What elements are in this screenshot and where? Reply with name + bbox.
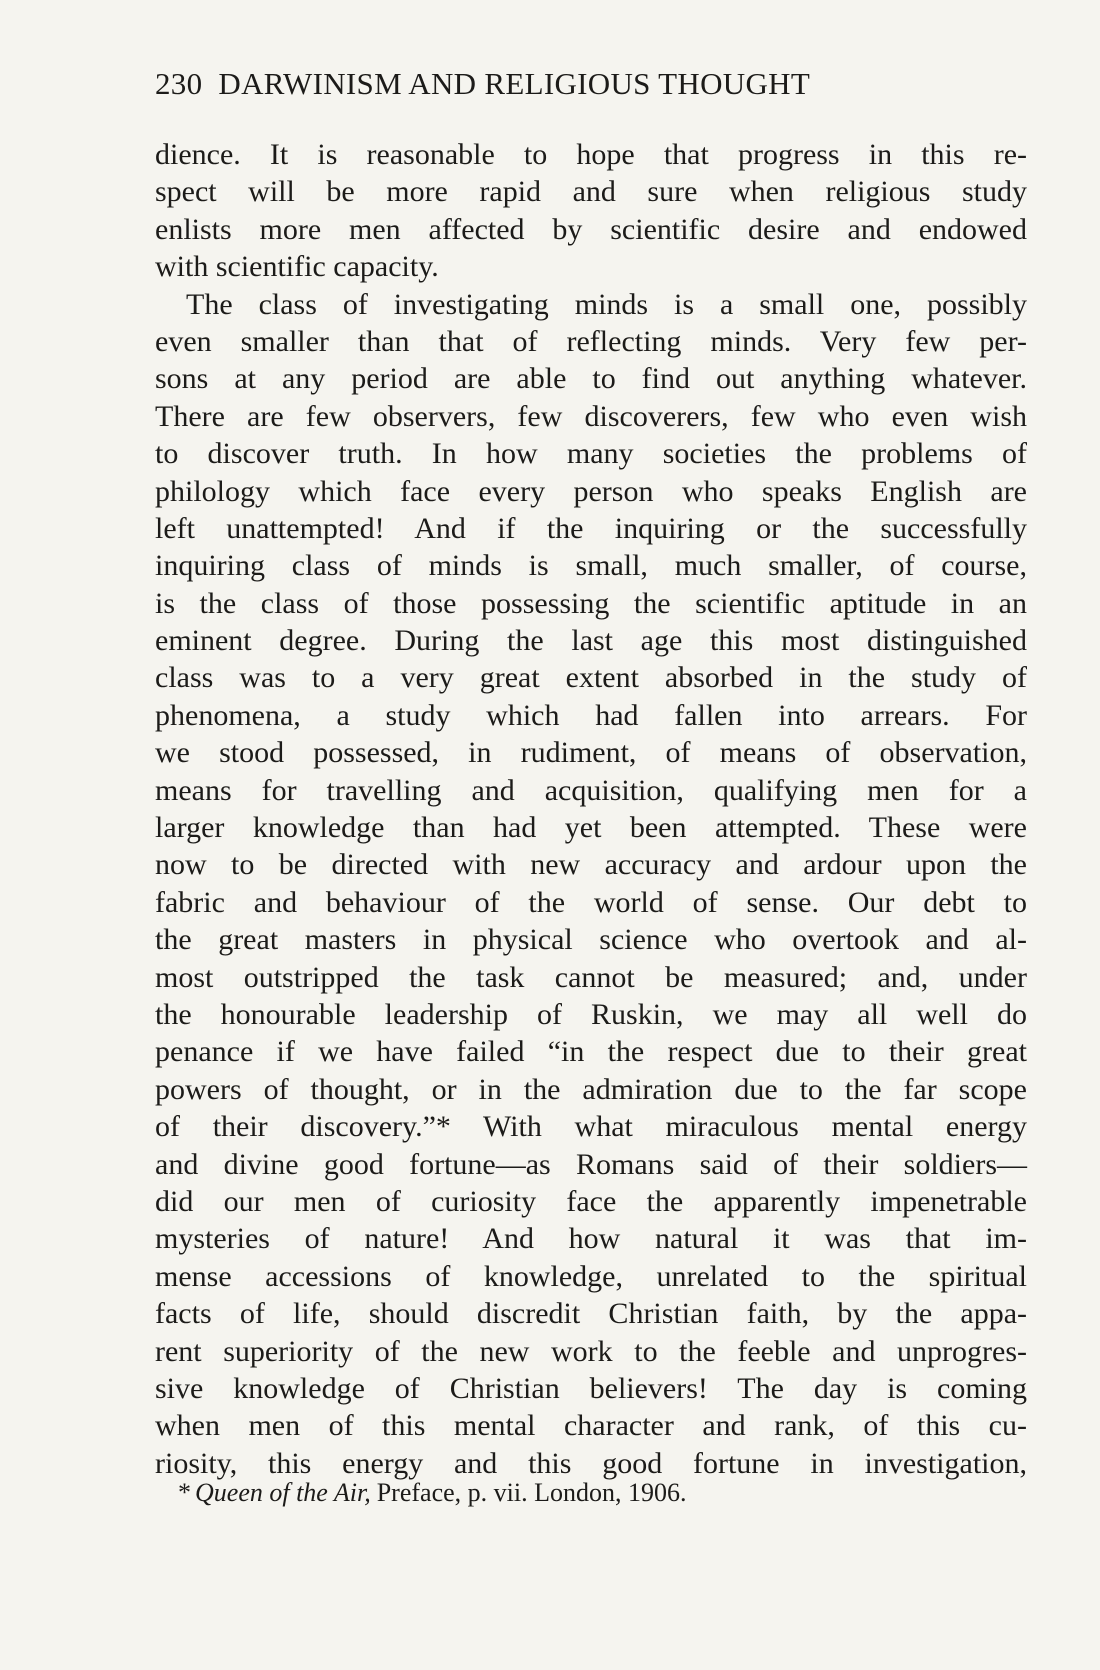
text-line: There are few observers, few discoverers, few who even wish — [155, 399, 1027, 433]
text-line: mysteries of nature! And how natural it was that im- — [155, 1222, 1027, 1256]
text-line: did our men of curiosity face the apparently impenetrable — [155, 1184, 1027, 1218]
text-line: philology which face every person who speaks English are — [155, 474, 1027, 508]
text-line: mense accessions of knowledge, unrelated to the spiritual — [155, 1259, 1027, 1293]
text-line: riosity, this energy and this good fortune in investigation, — [155, 1446, 1027, 1480]
text-line: eminent degree. During the last age this most distinguished — [155, 624, 1027, 658]
text-line: to discover truth. In how many societies the problems of — [155, 437, 1027, 471]
text-line: powers of thought, or in the admiration due to the far scope — [155, 1072, 1027, 1106]
text-line: now to be directed with new accuracy and ardour upon the — [155, 848, 1027, 882]
text-line: inquiring class of minds is small, much smaller, of course, — [155, 549, 1027, 583]
text-line: left unattempted! And if the inquiring or the successfully — [155, 511, 1027, 545]
text-line: The class of investigating minds is a small one, possibly — [186, 287, 1027, 321]
footnote — [178, 1478, 686, 1508]
text-line: fabric and behaviour of the world of sense. Our debt to — [155, 885, 1027, 919]
text-line: is the class of those possessing the scientific aptitude in an — [155, 586, 1027, 620]
text-line: rent superiority of the new work to the feeble and unprogres- — [155, 1334, 1027, 1368]
running-title: DARWINISM AND RELIGIOUS THOUGHT — [218, 66, 811, 101]
text-line: of their discovery.”* With what miraculous mental energy — [155, 1110, 1027, 1144]
text-line: means for travelling and acquisition, qualifying men for a — [155, 773, 1027, 807]
text-line: we stood possessed, in rudiment, of means of observation, — [155, 736, 1027, 770]
text-line: the great masters in physical science who overtook and al- — [155, 923, 1027, 957]
text-line: spect will be more rapid and sure when religious study — [155, 175, 1027, 209]
text-line: dience. It is reasonable to hope that progress in this re- — [155, 138, 1027, 171]
text-line: even smaller than that of reflecting minds. Very few per- — [155, 324, 1027, 358]
footnote-citation: Preface, p. vii. London, 1906. — [376, 1478, 687, 1507]
text-line: larger knowledge than had yet been attempted. These were — [155, 811, 1027, 845]
text-line: enlists more men affected by scientific desire and endowed — [155, 212, 1027, 246]
page-number: 230 — [155, 66, 203, 101]
text-line: when men of this mental character and rank, of this cu- — [155, 1409, 1027, 1443]
running-head — [155, 66, 1015, 102]
footnote-work-title: Queen of the Air, — [195, 1478, 371, 1507]
text-line: sons at any period are able to find out anything whatever. — [155, 362, 1027, 396]
body-text — [155, 136, 1027, 1482]
text-line: with scientific capacity. — [155, 250, 439, 284]
text-line: sive knowledge of Christian believers! The day is coming — [155, 1371, 1027, 1405]
text-line: phenomena, a study which had fallen into arrears. For — [155, 698, 1027, 732]
text-line: class was to a very great extent absorbed in the study of — [155, 661, 1027, 695]
text-line: and divine good fortune—as Romans said of their soldiers— — [155, 1147, 1027, 1181]
text-line: most outstripped the task cannot be measured; and, under — [155, 960, 1027, 994]
footnote-mark: * — [178, 1478, 191, 1507]
text-line: the honourable leadership of Ruskin, we may all well do — [155, 997, 1027, 1031]
text-line: penance if we have failed “in the respect due to their great — [155, 1035, 1027, 1069]
text-line: facts of life, should discredit Christian faith, by the appa- — [155, 1297, 1027, 1331]
